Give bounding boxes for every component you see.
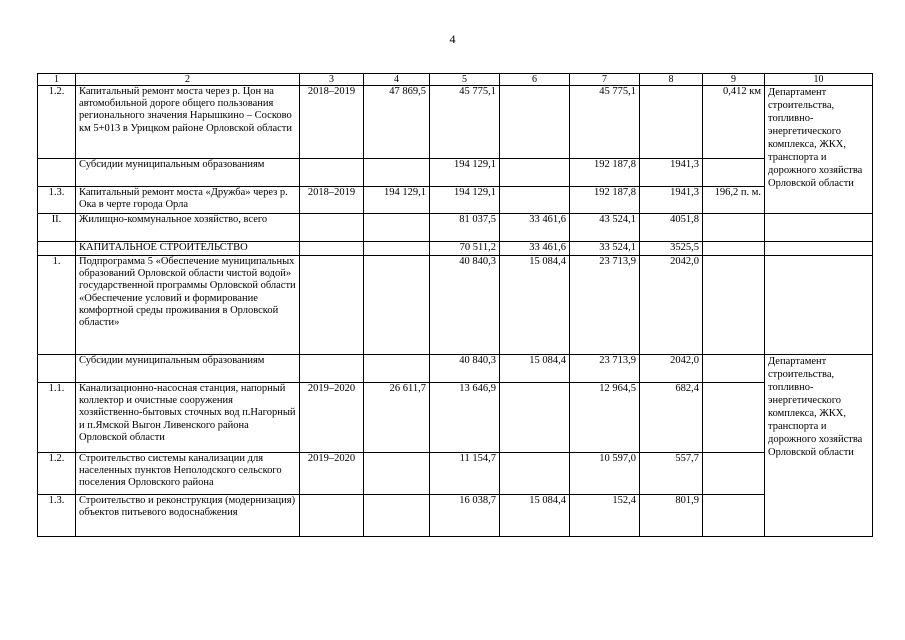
row-period bbox=[300, 214, 364, 242]
column-header: 3 bbox=[300, 74, 364, 86]
row-value-col4 bbox=[364, 159, 430, 187]
table-row bbox=[38, 187, 873, 214]
column-header: 9 bbox=[703, 74, 765, 86]
row-value-col9 bbox=[703, 383, 765, 453]
row-value-col7: 45 775,1 bbox=[570, 86, 640, 159]
responsible-department: Департамент строительства, топливно-энергетического комплекса, ЖКХ, транспорта и дорожного хозяйства Орловской области bbox=[765, 86, 873, 214]
row-value-col9 bbox=[703, 355, 765, 383]
row-value-col9 bbox=[703, 495, 765, 537]
row-value-col9 bbox=[703, 214, 765, 242]
row-period: 2019–2020 bbox=[300, 383, 364, 453]
table-row bbox=[38, 86, 873, 159]
table-row bbox=[38, 214, 873, 242]
column-header: 5 bbox=[430, 74, 500, 86]
row-value-col7: 12 964,5 bbox=[570, 383, 640, 453]
row-value-col8 bbox=[640, 86, 703, 159]
row-value-col10 bbox=[765, 242, 873, 256]
row-description: Строительство системы канализации для населенных пунктов Неполодского сельского поселения Орловского района bbox=[76, 453, 300, 495]
page-number: 4 bbox=[449, 32, 456, 46]
row-value-col8: 1941,3 bbox=[640, 187, 703, 214]
row-value-col6: 15 084,4 bbox=[500, 495, 570, 537]
row-number bbox=[38, 355, 76, 383]
row-period: 2018–2019 bbox=[300, 86, 364, 159]
row-value-col8: 1941,3 bbox=[640, 159, 703, 187]
table-row bbox=[38, 256, 873, 355]
row-value-col7: 192 187,8 bbox=[570, 159, 640, 187]
row-value-col6: 15 084,4 bbox=[500, 355, 570, 383]
row-number bbox=[38, 242, 76, 256]
table-row bbox=[38, 383, 873, 453]
row-value-col7: 23 713,9 bbox=[570, 256, 640, 355]
table-row bbox=[38, 159, 873, 187]
row-value-col8: 4051,8 bbox=[640, 214, 703, 242]
row-description: Строительство и реконструкция (модернизация) объектов питьевого водоснабжения bbox=[76, 495, 300, 537]
row-value-col6: 33 461,6 bbox=[500, 242, 570, 256]
row-period bbox=[300, 495, 364, 537]
budget-table bbox=[37, 73, 873, 537]
row-value-col4 bbox=[364, 214, 430, 242]
row-number: 1.2. bbox=[38, 86, 76, 159]
row-period bbox=[300, 256, 364, 355]
row-number: 1.2. bbox=[38, 453, 76, 495]
row-value-col9: 196,2 п. м. bbox=[703, 187, 765, 214]
row-value-col7: 43 524,1 bbox=[570, 214, 640, 242]
row-value-col6: 33 461,6 bbox=[500, 214, 570, 242]
row-period bbox=[300, 159, 364, 187]
row-value-col9 bbox=[703, 242, 765, 256]
row-value-col8: 557,7 bbox=[640, 453, 703, 495]
row-value-col5: 81 037,5 bbox=[430, 214, 500, 242]
row-value-col4: 47 869,5 bbox=[364, 86, 430, 159]
row-description: Капитальный ремонт моста «Дружба» через р. Ока в черте города Орла bbox=[76, 187, 300, 214]
row-number: 1. bbox=[38, 256, 76, 355]
row-value-col5: 11 154,7 bbox=[430, 453, 500, 495]
row-value-col5: 194 129,1 bbox=[430, 159, 500, 187]
row-value-col9 bbox=[703, 256, 765, 355]
row-value-col5: 16 038,7 bbox=[430, 495, 500, 537]
row-description: Жилищно-коммунальное хозяйство, всего bbox=[76, 214, 300, 242]
row-value-col5: 194 129,1 bbox=[430, 187, 500, 214]
row-value-col9 bbox=[703, 159, 765, 187]
table-row bbox=[38, 453, 873, 495]
row-value-col4 bbox=[364, 453, 430, 495]
table-row bbox=[38, 242, 873, 256]
row-period bbox=[300, 355, 364, 383]
row-description: Субсидии муниципальным образованиям bbox=[76, 355, 300, 383]
row-number bbox=[38, 159, 76, 187]
table-row bbox=[38, 355, 873, 383]
row-period bbox=[300, 242, 364, 256]
row-value-col5: 45 775,1 bbox=[430, 86, 500, 159]
column-header: 6 bbox=[500, 74, 570, 86]
row-period: 2019–2020 bbox=[300, 453, 364, 495]
row-value-col9 bbox=[703, 453, 765, 495]
row-value-col5: 40 840,3 bbox=[430, 256, 500, 355]
row-value-col7: 23 713,9 bbox=[570, 355, 640, 383]
row-value-col4 bbox=[364, 242, 430, 256]
row-value-col8: 3525,5 bbox=[640, 242, 703, 256]
column-header: 7 bbox=[570, 74, 640, 86]
row-value-col6 bbox=[500, 453, 570, 495]
row-value-col4 bbox=[364, 355, 430, 383]
row-value-col7: 10 597,0 bbox=[570, 453, 640, 495]
row-value-col8: 2042,0 bbox=[640, 256, 703, 355]
column-number-row bbox=[38, 74, 873, 86]
row-value-col6 bbox=[500, 159, 570, 187]
row-value-col6 bbox=[500, 383, 570, 453]
column-header: 2 bbox=[76, 74, 300, 86]
column-header: 1 bbox=[38, 74, 76, 86]
row-value-col9: 0,412 км bbox=[703, 86, 765, 159]
row-value-col7: 152,4 bbox=[570, 495, 640, 537]
row-number: 1.3. bbox=[38, 495, 76, 537]
column-header: 4 bbox=[364, 74, 430, 86]
row-value-col7: 33 524,1 bbox=[570, 242, 640, 256]
row-value-col5: 70 511,2 bbox=[430, 242, 500, 256]
row-value-col8: 801,9 bbox=[640, 495, 703, 537]
responsible-department: Департамент строительства, топливно-энергетического комплекса, ЖКХ, транспорта и дорожного хозяйства Орловской области bbox=[765, 355, 873, 537]
row-description: Капитальный ремонт моста через р. Цон на автомобильной дороге общего пользования регионального значения Нарышкино – Сосково км 5+013 в Урицком районе Орловской области bbox=[76, 86, 300, 159]
row-description: Подпрограмма 5 «Обеспечение муниципальных образований Орловской области чистой водой» государственной программы Орловской области «Обеспечение условий и формирование комфортной среды проживания в Орловской области» bbox=[76, 256, 300, 355]
row-value-col10 bbox=[765, 256, 873, 355]
row-description: Субсидии муниципальным образованиям bbox=[76, 159, 300, 187]
row-value-col6 bbox=[500, 187, 570, 214]
table-row bbox=[38, 495, 873, 537]
row-value-col6 bbox=[500, 86, 570, 159]
row-number: 1.3. bbox=[38, 187, 76, 214]
row-value-col8: 682,4 bbox=[640, 383, 703, 453]
row-value-col8: 2042,0 bbox=[640, 355, 703, 383]
row-description: Канализационно-насосная станция, напорный коллектор и очистные сооружения хозяйственно-бытовых сточных вод п.Нагорный и п.Ямской Выгон Ливенского района Орловской области bbox=[76, 383, 300, 453]
row-number: 1.1. bbox=[38, 383, 76, 453]
row-value-col7: 192 187,8 bbox=[570, 187, 640, 214]
column-header: 10 bbox=[765, 74, 873, 86]
row-value-col4: 194 129,1 bbox=[364, 187, 430, 214]
row-value-col5: 40 840,3 bbox=[430, 355, 500, 383]
row-value-col4: 26 611,7 bbox=[364, 383, 430, 453]
row-value-col10 bbox=[765, 214, 873, 242]
row-value-col4 bbox=[364, 495, 430, 537]
column-header: 8 bbox=[640, 74, 703, 86]
row-number: II. bbox=[38, 214, 76, 242]
row-value-col5: 13 646,9 bbox=[430, 383, 500, 453]
row-value-col6: 15 084,4 bbox=[500, 256, 570, 355]
row-period: 2018–2019 bbox=[300, 187, 364, 214]
row-description: КАПИТАЛЬНОЕ СТРОИТЕЛЬСТВО bbox=[76, 242, 300, 256]
row-value-col4 bbox=[364, 256, 430, 355]
